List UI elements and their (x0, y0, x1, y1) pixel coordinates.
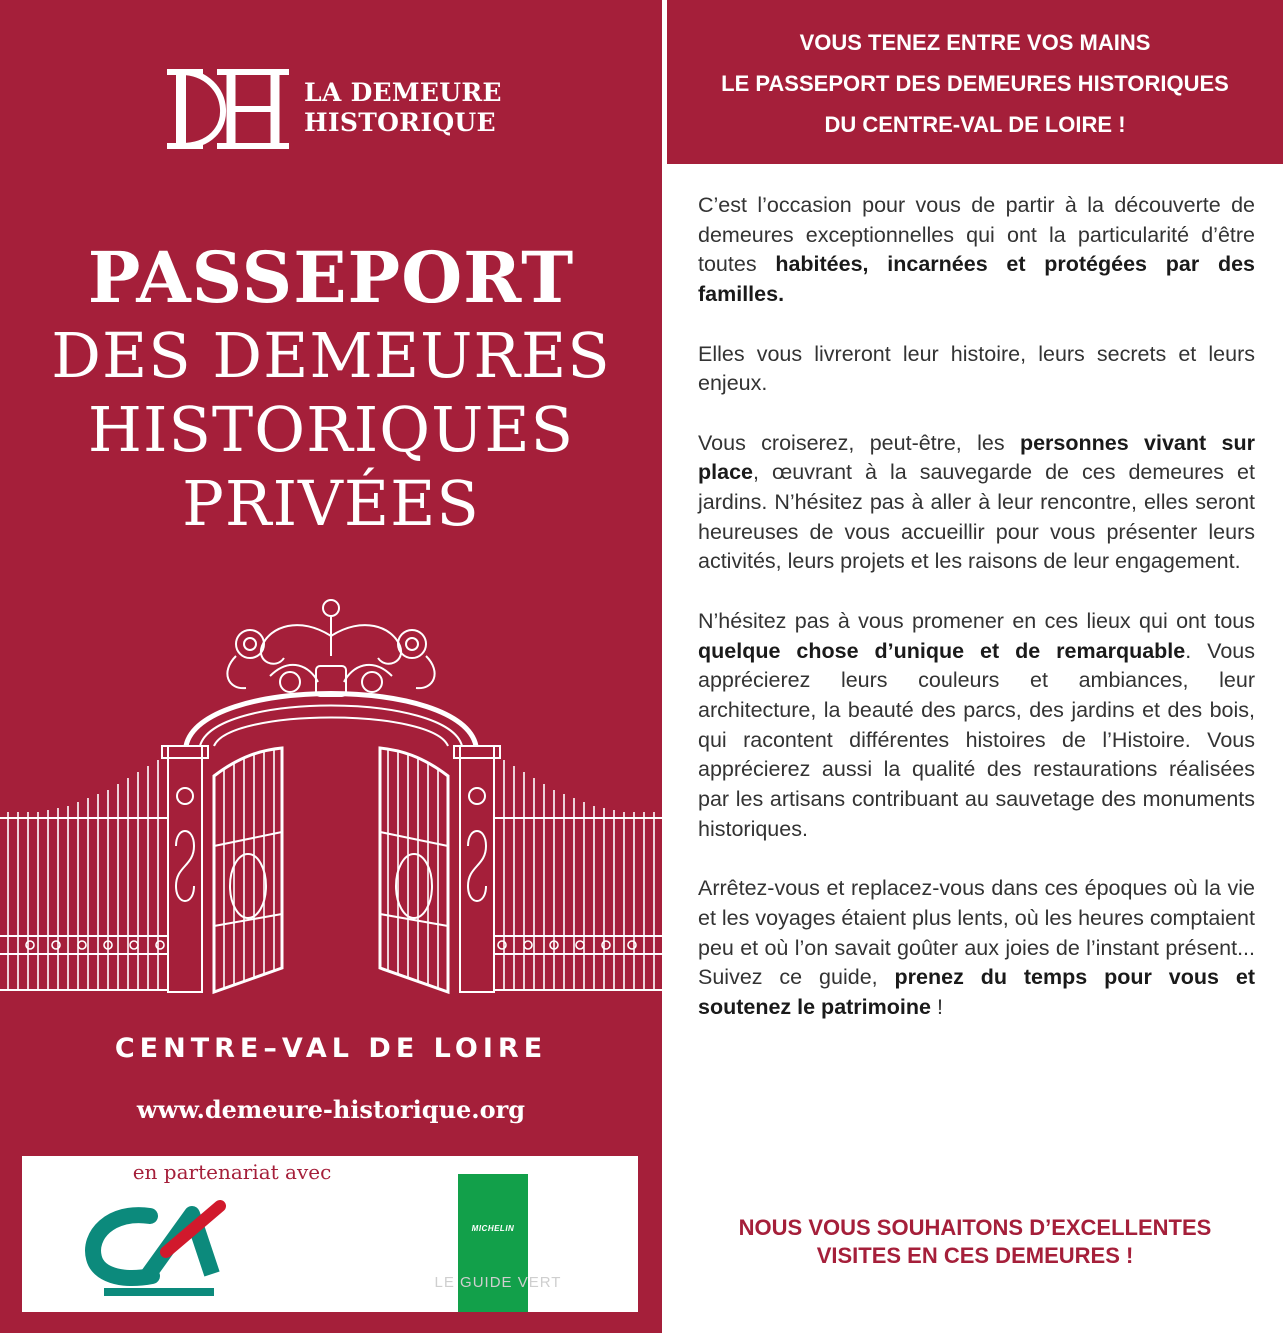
paragraph-5 (698, 874, 1255, 1023)
closing-message (667, 1214, 1283, 1270)
banner-line3: DU CENTRE-VAL DE LOIRE ! (824, 112, 1126, 137)
region-name: CENTRE–VAL DE LOIRE (114, 1033, 548, 1064)
paragraph-4-bold: quelque chose d’unique et de remarquable (698, 638, 1186, 663)
brand-name-line1: LA DEMEURE (304, 78, 502, 107)
cover-title-line1: PASSEPORT (87, 236, 575, 319)
paragraph-1-bold: habitées, incarnées et protégées par des familles. (698, 252, 1255, 307)
banner-line2: LE PASSEPORT DES DEMEURES HISTORIQUES (721, 71, 1229, 96)
cover-title-line4: PRIVÉES (182, 467, 480, 540)
credit-agricole-logo (80, 1196, 230, 1298)
guide-brand: MICHELIN (471, 1224, 515, 1233)
cover-title-line2: DES DEMEURES (51, 319, 611, 392)
paragraph-1-text: C’est l’occasion pour vous de partir à la découverte de demeures exceptionnelles qui ont la particularité d’être toutes (698, 193, 1255, 277)
paragraph-3 (698, 429, 1255, 578)
michelin-guide-vert-logo (428, 1174, 568, 1312)
paragraph-2 (698, 340, 1255, 399)
paragraph-1 (698, 191, 1255, 310)
closing-line2: VISITES EN CES DEMEURES ! (816, 1243, 1134, 1268)
paragraph-3-bold: personnes vivant sur place (698, 430, 1255, 485)
wrought-iron-gate-icon (0, 596, 662, 996)
paragraph-5-bold: prenez du temps pour vous et soutenez le patrimoine (698, 965, 1255, 1019)
paragraph-3-text: Vous croiserez, peut-être, les (698, 430, 1020, 455)
brand-logo (163, 66, 503, 152)
body-text (698, 191, 1255, 1052)
brand-name-line2: HISTORIQUE (304, 108, 496, 137)
paragraph-4 (698, 607, 1255, 845)
header-banner (667, 0, 1283, 164)
closing-line1: NOUS VOUS SOUHAITONS D’EXCELLENTES (738, 1215, 1212, 1240)
brand-name (304, 78, 502, 138)
dh-monogram-icon (163, 66, 293, 152)
paragraph-3-text-end: , œuvrant à la sauvegarde de ces demeures et jardins. N’hésitez pas à aller à leur rencontre, elles seront heureuses de vous accueillir pour vous présenter leurs activités, leurs projets et les raisons de leur engagement. (698, 460, 1255, 574)
guide-vert-green-block (458, 1174, 528, 1312)
paragraph-5-text-end: ! (930, 994, 943, 1019)
banner-line1: VOUS TENEZ ENTRE VOS MAINS (799, 30, 1151, 55)
cover-title-line3: HISTORIQUES (87, 393, 575, 466)
partner-box (22, 1156, 638, 1312)
website-link[interactable]: www.demeure-historique.org (136, 1095, 526, 1124)
text-panel (667, 0, 1283, 1333)
paragraph-4-text: N’hésitez pas à vous promener en ces lieux qui ont tous (698, 608, 1255, 633)
partner-label: en partenariat avec (132, 1160, 332, 1184)
paragraph-5-text: Arrêtez-vous et replacez-vous dans ces époques où la vie et les voyages étaient plus lents, où les heures comptaient peu et où l’on savait goûter aux joies de l’instant présent... Suivez ce guide, (698, 876, 1255, 990)
paragraph-2-text: Elles vous livreront leur histoire, leurs secrets et leurs enjeux. (698, 341, 1255, 396)
guide-name: LE GUIDE VERT (434, 1274, 562, 1291)
paragraph-4-text-end: . Vous apprécierez leurs couleurs et ambiances, leur architecture, la beauté des parcs, des jardins et des bois, qui racontent différentes histoires de l’Histoire. Vous apprécierez aussi la qualité des restaurations réalisées par les artisans contribuant au sauvetage des monuments historiques. (698, 638, 1255, 841)
